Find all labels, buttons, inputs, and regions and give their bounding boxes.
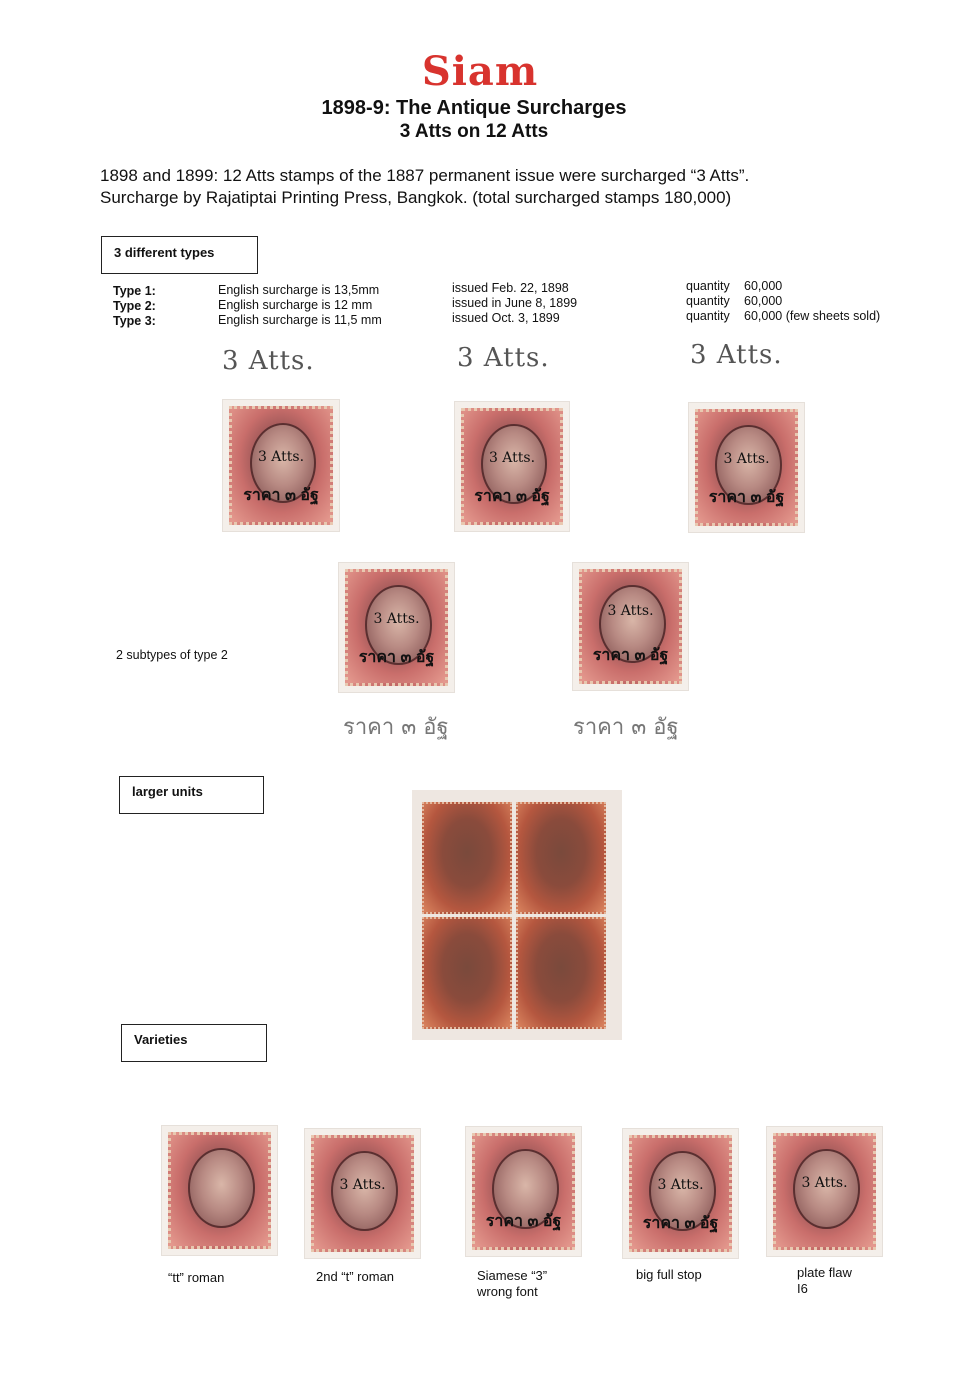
stamp-subtype-a [338, 562, 455, 693]
block-stamp [516, 802, 606, 914]
stamp-overprint-english: 3 Atts. [488, 449, 536, 466]
type-1-qty: 60,000 [744, 279, 783, 293]
stamp-overprint-thai: ราคา ๓ อัฐ [474, 487, 550, 505]
stamp-type-1 [222, 399, 340, 532]
type-3-label: Type 3: [113, 314, 156, 328]
variety-stamp-4 [622, 1128, 739, 1259]
stamp-subtype-b [572, 562, 689, 691]
type-3-desc: English surcharge is 11,5 mm [218, 313, 382, 327]
type-3-qty: 60,000 (few sheets sold) [744, 309, 881, 323]
variety-caption-3: Siamese “3” [477, 1268, 548, 1283]
type-1-label: Type 1: [113, 284, 156, 298]
stamp-overprint-english: 3 Atts. [607, 602, 654, 619]
block-of-four [412, 790, 622, 1040]
type-3-issued: issued Oct. 3, 1899 [452, 311, 560, 325]
block-stamp [422, 917, 512, 1029]
subtype-b-thai-text: ราคา ๓ อัฐ [573, 715, 679, 740]
page-logo: Siam [421, 48, 539, 95]
variety-stamp-1 [161, 1125, 278, 1256]
surcharge-type-1: 3 Atts. [222, 346, 315, 376]
stamp-overprint-thai: ราคา ๓ อัฐ [592, 646, 669, 664]
stamp-overprint-thai: ราคา ๓ อัฐ [642, 1214, 719, 1232]
varieties-box: Varieties [121, 1024, 267, 1062]
surcharge-type-2: 3 Atts. [457, 343, 550, 373]
variety-caption-5b: I6 [797, 1281, 808, 1296]
stamp-overprint-english: 3 Atts. [373, 610, 420, 627]
variety-caption-3b: wrong font [477, 1284, 538, 1299]
stamp-overprint-english: 3 Atts. [723, 450, 770, 467]
type-3-qty-label: quantity [686, 309, 730, 323]
stamp-type-3 [688, 402, 805, 533]
variety-stamp-2 [304, 1128, 421, 1259]
type-2-issued: issued in June 8, 1899 [452, 296, 578, 310]
block-stamp [422, 802, 512, 914]
intro-line-2: Surcharge by Rajatiptai Printing Press, Bangkok. (total surcharged stamps 180,000) [100, 188, 732, 207]
stamp-overprint-english: 3 Atts. [801, 1174, 848, 1191]
stamp-overprint-thai: ราคา ๓ อัฐ [485, 1212, 562, 1230]
stamp-overprint-english: 3 Atts. [657, 1176, 704, 1193]
type-1-issued: issued Feb. 22, 1898 [452, 281, 569, 295]
type-1-qty-label: quantity [686, 279, 730, 293]
type-2-qty-label: quantity [686, 294, 730, 308]
type-2-label: Type 2: [113, 299, 156, 313]
stamp-overprint-english: 3 Atts. [339, 1176, 386, 1193]
block-stamp [516, 917, 606, 1029]
surcharge-type-3: 3 Atts. [690, 340, 783, 370]
variety-caption-4: big full stop [636, 1267, 702, 1282]
variety-stamp-5 [766, 1126, 883, 1257]
stamp-overprint-thai: ราคา ๓ อัฐ [708, 488, 785, 506]
page-subtitle: 3 Atts on 12 Atts [399, 121, 549, 142]
stamp-overprint-english: 3 Atts. [257, 448, 305, 465]
stamp-overprint-thai: ราคา ๓ อัฐ [358, 648, 435, 666]
type-2-qty: 60,000 [744, 294, 783, 308]
larger-units-box: larger units [119, 776, 264, 814]
subtype-a-thai-text: ราคา ๓ อัฐ [343, 715, 449, 740]
page-title: 1898-9: The Antique Surcharges [321, 97, 627, 119]
stamp-overprint-thai: ราคา ๓ อัฐ [243, 487, 319, 505]
variety-stamp-3 [465, 1126, 582, 1257]
types-box: 3 different types [101, 236, 258, 274]
intro-line-1: 1898 and 1899: 12 Atts stamps of the 1887 permanent issue were surcharged “3 Atts”. [100, 166, 750, 185]
type-1-desc: English surcharge is 13,5mm [218, 283, 380, 297]
stamp-type-2 [454, 401, 570, 532]
variety-caption-2: 2nd “t” roman [316, 1269, 395, 1284]
variety-caption-1: “tt” roman [168, 1270, 225, 1285]
subtypes-label: 2 subtypes of type 2 [116, 648, 228, 662]
type-2-desc: English surcharge is 12 mm [218, 298, 373, 312]
variety-caption-5: plate flaw [797, 1265, 852, 1280]
